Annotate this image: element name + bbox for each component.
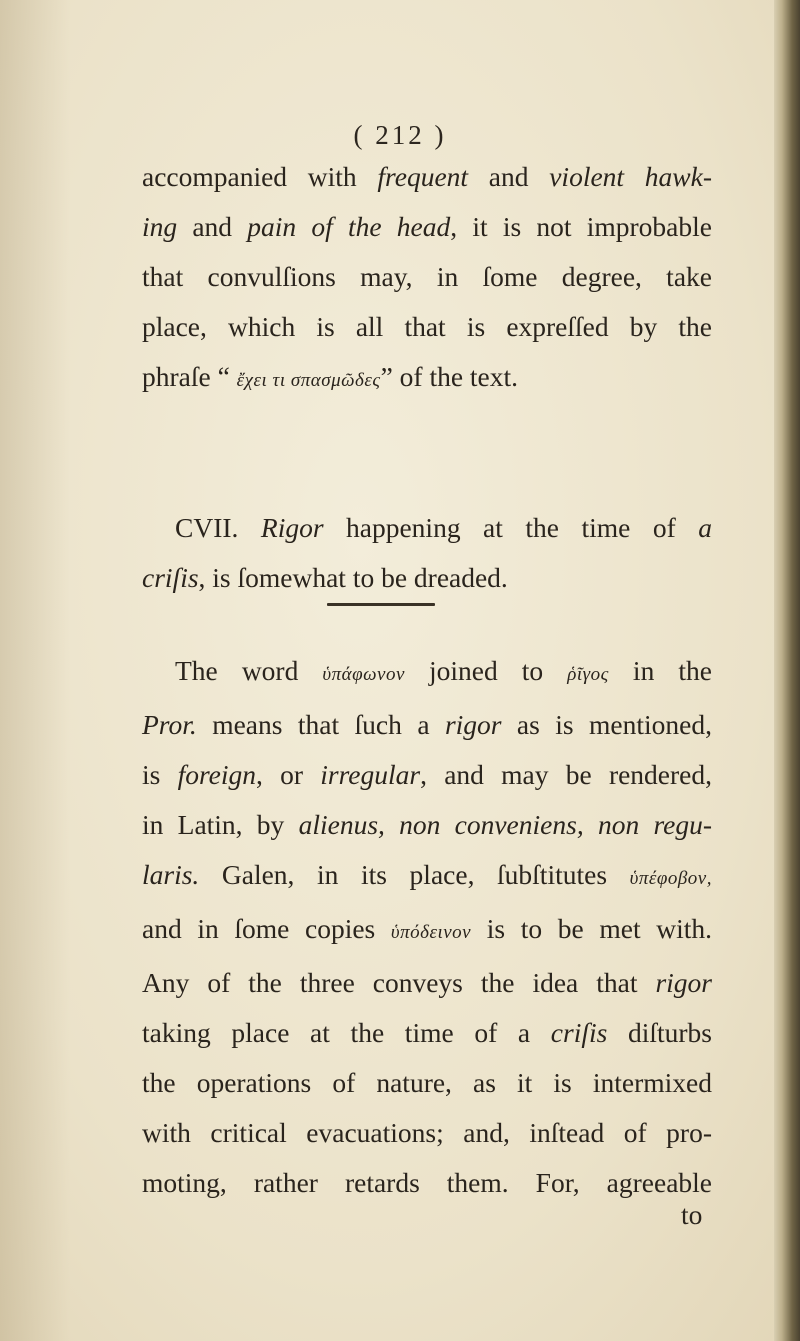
book-spine-edge bbox=[774, 0, 800, 1341]
text-run: , is ſomewhat to be dreaded. bbox=[198, 562, 508, 593]
italic-run: Pror. bbox=[142, 709, 197, 740]
text-line bbox=[142, 202, 712, 252]
italic-run: alienus, non conveniens, non regu- bbox=[298, 809, 712, 840]
text-run: in Latin, by bbox=[142, 809, 299, 840]
italic-run: a bbox=[698, 512, 712, 543]
text-run: joined to bbox=[404, 655, 568, 686]
italic-run: ing bbox=[142, 211, 178, 242]
text-line bbox=[142, 1008, 712, 1058]
page-number: ( 212 ) bbox=[353, 120, 447, 150]
italic-run: criſis bbox=[142, 562, 199, 593]
text-run: and in ſome copies bbox=[142, 913, 391, 944]
page-shadow-left bbox=[0, 0, 70, 1341]
text-run: diſturbs bbox=[607, 1017, 712, 1048]
text-line bbox=[142, 503, 712, 553]
text-line bbox=[142, 352, 712, 406]
text-run: and bbox=[468, 161, 550, 192]
greek-word: ὑπέφοβον, bbox=[629, 868, 712, 889]
aphorism-cvii bbox=[142, 503, 712, 603]
text-run: means that ſuch a bbox=[196, 709, 445, 740]
greek-word: ῥῖγος bbox=[567, 664, 609, 685]
greek-word: ὑπόδεινον bbox=[390, 922, 472, 943]
text-line bbox=[142, 553, 712, 603]
text-line bbox=[142, 850, 712, 904]
text-run: is to be met with. bbox=[471, 913, 712, 944]
text-run: , and may be rendered, bbox=[420, 759, 712, 790]
greek-word: ὑπάφωνον bbox=[322, 664, 405, 685]
italic-run: frequent bbox=[377, 161, 469, 192]
italic-run: violent hawk- bbox=[549, 161, 712, 192]
text-run: taking place at the time of a bbox=[142, 1017, 551, 1048]
text-line bbox=[142, 800, 712, 850]
text-line bbox=[142, 958, 712, 1008]
text-line bbox=[142, 152, 712, 202]
text-run: is bbox=[142, 759, 178, 790]
text-run: in the bbox=[608, 655, 712, 686]
section-divider bbox=[327, 603, 435, 606]
aphorism-number: CVII. bbox=[175, 512, 261, 543]
text-run: and bbox=[177, 211, 248, 242]
text-line: place, which is all that is expreſſed by the bbox=[142, 311, 712, 342]
italic-run: rigor bbox=[655, 967, 712, 998]
text-run: , or bbox=[256, 759, 321, 790]
italic-run: rigor bbox=[444, 709, 502, 740]
italic-run: foreign bbox=[177, 759, 257, 790]
text-run: Galen, in its place, ſubſtitutes bbox=[199, 859, 630, 890]
text-line: with critical evacuations; and, inſtead of pro- bbox=[142, 1117, 712, 1148]
text-line bbox=[142, 646, 712, 700]
italic-run: Rigor bbox=[260, 512, 324, 543]
text-line: the operations of nature, as it is intermixed bbox=[142, 1067, 712, 1098]
text-run: accompanied with bbox=[142, 161, 378, 192]
catchword: to bbox=[681, 1199, 703, 1230]
text-run: , it is not improbable bbox=[450, 211, 712, 242]
paragraph-convulsions bbox=[142, 152, 712, 406]
text-line bbox=[142, 750, 712, 800]
text-line bbox=[142, 904, 712, 958]
text-line: moting, rather retards them. For, agreeable bbox=[142, 1167, 712, 1198]
text-run: as is mentioned, bbox=[501, 709, 712, 740]
commentary-paragraph bbox=[142, 646, 712, 1208]
greek-phrase: ἔχει τι σπασμῶδες bbox=[236, 370, 381, 391]
text-run: happening at the time of bbox=[323, 512, 699, 543]
text-run: ” of the text. bbox=[380, 361, 519, 392]
italic-run: criſis bbox=[550, 1017, 608, 1048]
text-run: phraſe “ bbox=[142, 361, 237, 392]
italic-run: irregular bbox=[320, 759, 421, 790]
text-line: that convulſions may, in ſome degree, take bbox=[142, 261, 712, 292]
italic-run: pain of the head bbox=[247, 211, 451, 242]
text-line bbox=[142, 700, 712, 750]
text-run: Any of the three conveys the idea that bbox=[142, 967, 656, 998]
italic-run: laris. bbox=[142, 859, 200, 890]
text-run: The word bbox=[175, 655, 323, 686]
